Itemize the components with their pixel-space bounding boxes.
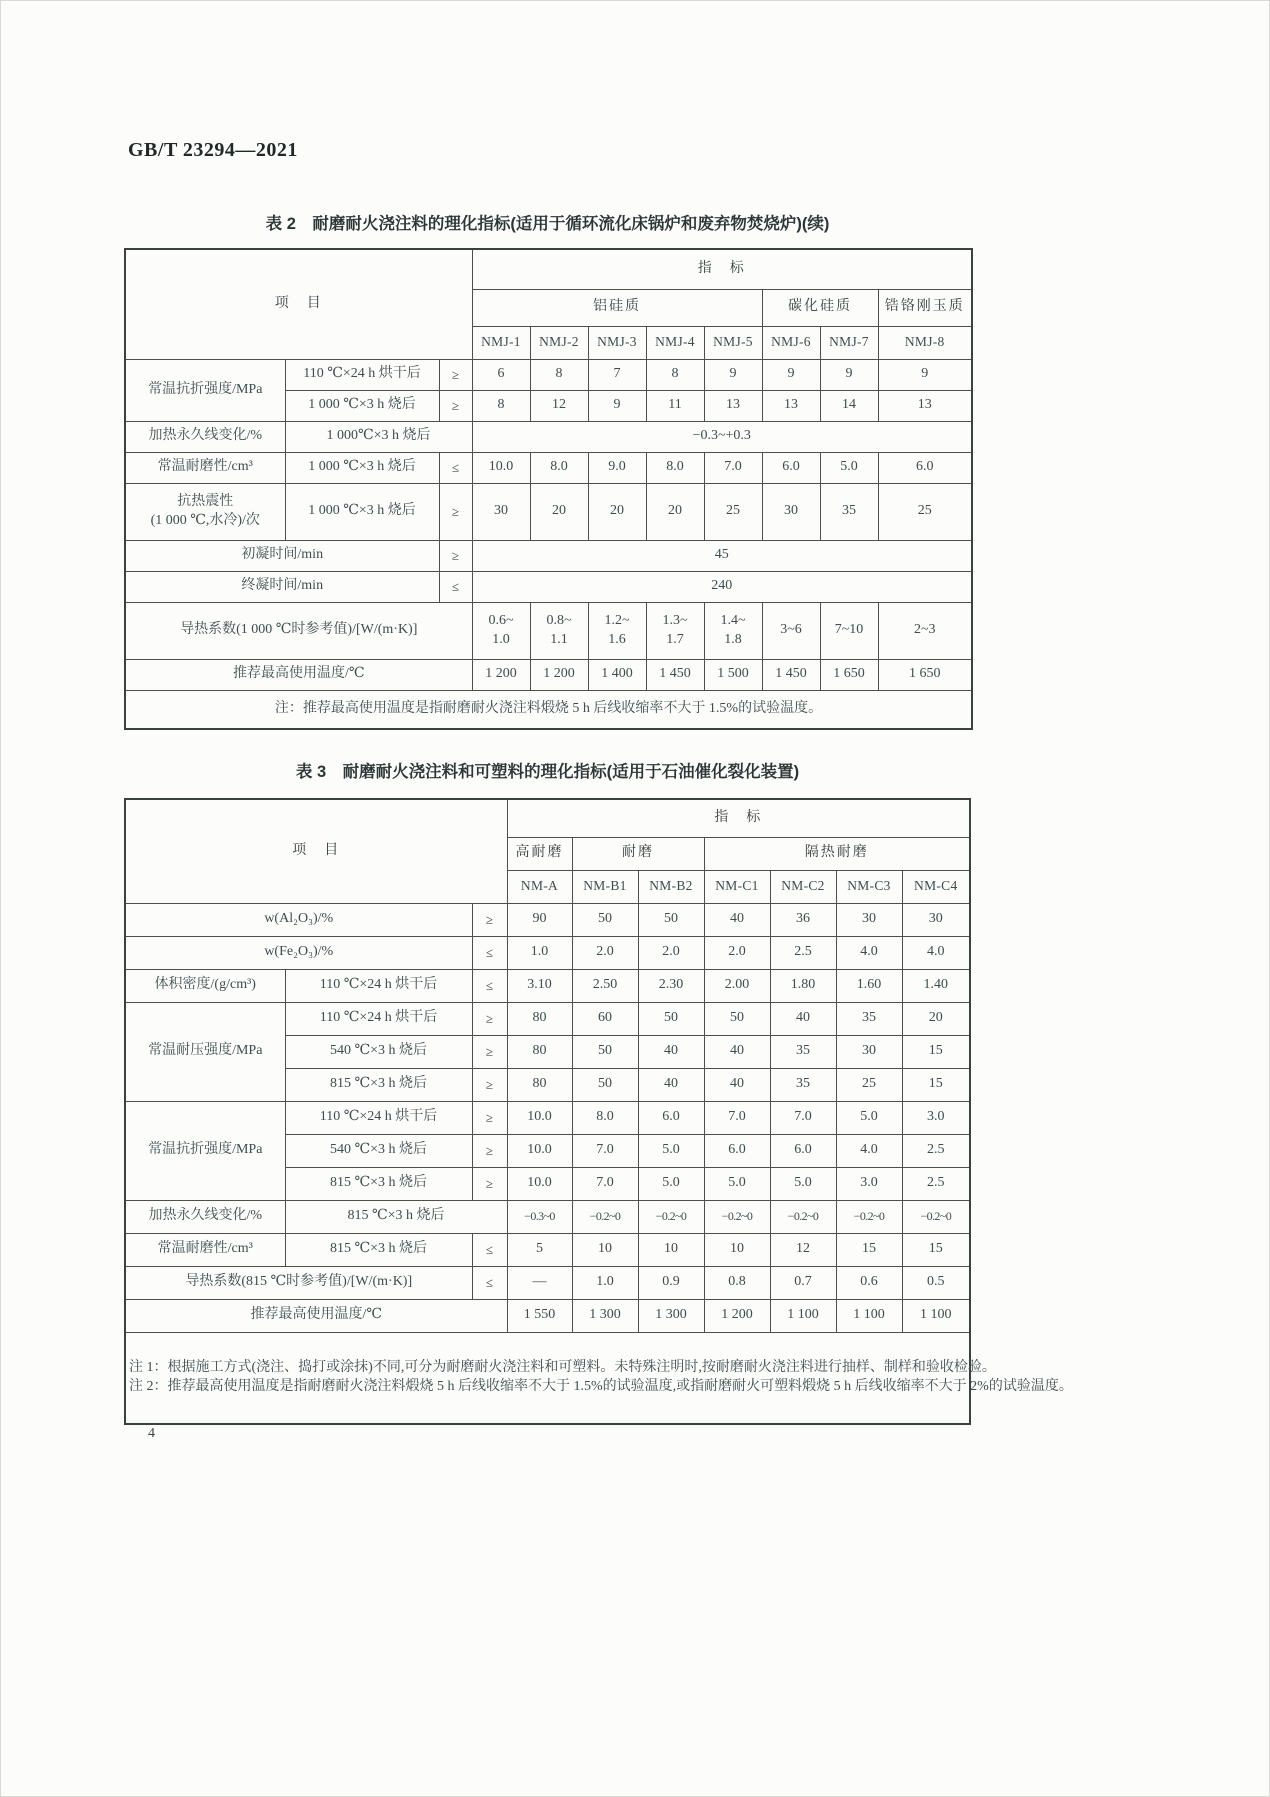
table-row	[125, 659, 972, 690]
table-cell: 6.0	[762, 452, 820, 483]
table-cell: 30	[902, 903, 970, 936]
table-row	[125, 936, 970, 969]
table-row	[125, 799, 970, 837]
row-label: 导热系数(1 000 ℃时参考值)/[W/(m·K)]	[125, 602, 472, 659]
table-cell: 1.40	[902, 969, 970, 1002]
grade-header: NM-C3	[836, 870, 902, 903]
table-cell: 6.0	[878, 452, 972, 483]
table-cell: 1 450	[646, 659, 704, 690]
table3	[124, 798, 1073, 1425]
table-cell: 1.4~ 1.8	[704, 602, 762, 659]
table-cell: −0.2~0	[836, 1200, 902, 1233]
table-cell: 10.0	[507, 1101, 572, 1134]
row-label: 抗热震性 (1 000 ℃,水冷)/次	[125, 483, 285, 540]
table-cell: 2.0	[572, 936, 638, 969]
grade-header: NMJ-4	[646, 326, 704, 359]
table-cell: 50	[572, 1068, 638, 1101]
table-cell: 9	[820, 359, 878, 390]
row-label: 体积密度/(g/cm³)	[125, 969, 285, 1002]
table-cell: 10	[704, 1233, 770, 1266]
table-cell: 1 300	[638, 1299, 704, 1332]
table-cell: 50	[638, 903, 704, 936]
table-cell: 5.0	[638, 1167, 704, 1200]
row-label: 常温抗折强度/MPa	[125, 359, 285, 421]
grade-header: NM-B2	[638, 870, 704, 903]
table-cell: 8	[530, 359, 588, 390]
table-cell: 6	[472, 359, 530, 390]
table-cell: 25	[704, 483, 762, 540]
table-cell: 40	[770, 1002, 836, 1035]
group-header-zirconia-chrome-corundum: 锆铬刚玉质	[878, 289, 972, 326]
table-row	[125, 1266, 970, 1299]
row-label: 导热系数(815 ℃时参考值)/[W/(m·K)]	[125, 1266, 472, 1299]
table-note	[125, 1332, 1073, 1424]
table-cell: 20	[530, 483, 588, 540]
table2-title: 表 2 耐磨耐火浇注料的理化指标(适用于循环流化床锅炉和废弃物焚烧炉)(续)	[265, 215, 830, 233]
table-note: 注：推荐最高使用温度是指耐磨耐火浇注料煅烧 5 h 后线收缩率不大于 1.5%的试验温度。	[125, 690, 972, 729]
table-cell: 5	[507, 1233, 572, 1266]
table-cell: 2.0	[638, 936, 704, 969]
table-row	[125, 483, 972, 540]
table-cell: 4.0	[836, 1134, 902, 1167]
grade-header: NMJ-2	[530, 326, 588, 359]
table-cell: 2~3	[878, 602, 972, 659]
table-cell: 10.0	[507, 1167, 572, 1200]
table-cell: 1 650	[878, 659, 972, 690]
table-row	[125, 690, 972, 729]
table-cell: 7.0	[704, 1101, 770, 1134]
table-cell: 9	[762, 359, 820, 390]
table-cell: 35	[836, 1002, 902, 1035]
table-cell: 40	[704, 903, 770, 936]
grade-header: NM-C2	[770, 870, 836, 903]
table-cell: 3~6	[762, 602, 820, 659]
grade-header: NM-C4	[902, 870, 970, 903]
table-cell: 40	[638, 1035, 704, 1068]
table-cell: 36	[770, 903, 836, 936]
row-label: w(Fe₂O₃)/%	[125, 936, 472, 969]
table-cell: −0.2~0	[770, 1200, 836, 1233]
grade-header: NM-C1	[704, 870, 770, 903]
condition: 815 ℃×3 h 烧后	[285, 1200, 507, 1233]
condition: 540 ℃×3 h 烧后	[285, 1035, 472, 1068]
table-cell: 3.0	[902, 1101, 970, 1134]
page-number: 4	[148, 1426, 155, 1441]
row-label: 初凝时间/min	[125, 540, 439, 571]
table-cell: 2.00	[704, 969, 770, 1002]
table-cell: −0.3~0	[507, 1200, 572, 1233]
table-cell: 15	[902, 1068, 970, 1101]
table-cell: 7	[588, 359, 646, 390]
table-cell: 1 450	[762, 659, 820, 690]
table-cell: ≥	[472, 1167, 507, 1200]
table-cell: −0.2~0	[638, 1200, 704, 1233]
table-cell: 1.60	[836, 969, 902, 1002]
group-header-insulating-wear-resistant: 隔热耐磨	[704, 837, 970, 870]
table-cell: 7~10	[820, 602, 878, 659]
table-cell: 5.0	[820, 452, 878, 483]
table-cell: 6.0	[638, 1101, 704, 1134]
table-cell: 80	[507, 1068, 572, 1101]
table-cell: 1.80	[770, 969, 836, 1002]
grade-header: NMJ-7	[820, 326, 878, 359]
table-row	[125, 571, 972, 602]
condition: 1 000 ℃×3 h 烧后	[285, 452, 439, 483]
table-cell: ≥	[472, 1002, 507, 1035]
table-cell: 20	[902, 1002, 970, 1035]
table-cell: 9	[878, 359, 972, 390]
table-cell: 7.0	[770, 1101, 836, 1134]
grade-header: NMJ-1	[472, 326, 530, 359]
table-cell: 5.0	[836, 1101, 902, 1134]
table-cell: 240	[472, 571, 972, 602]
row-label: 加热永久线变化/%	[125, 421, 285, 452]
table-cell: 50	[638, 1002, 704, 1035]
table-cell: 45	[472, 540, 972, 571]
table-cell: 2.50	[572, 969, 638, 1002]
grade-header: NMJ-3	[588, 326, 646, 359]
table-cell: 9	[704, 359, 762, 390]
table-cell: 1 650	[820, 659, 878, 690]
table-row	[125, 1101, 970, 1134]
table-cell: 2.5	[902, 1134, 970, 1167]
table-cell: ≤	[439, 452, 472, 483]
table-cell: 2.5	[770, 936, 836, 969]
row-label: 常温抗折强度/MPa	[125, 1101, 285, 1200]
group-header-wear-resistant: 耐磨	[572, 837, 704, 870]
condition: 815 ℃×3 h 烧后	[285, 1167, 472, 1200]
table3-title: 表 3 耐磨耐火浇注料和可塑料的理化指标(适用于石油催化裂化装置)	[295, 763, 800, 781]
table-cell: 15	[836, 1233, 902, 1266]
table-cell: ≥	[472, 1101, 507, 1134]
table-cell: 11	[646, 390, 704, 421]
table-cell: 2.0	[704, 936, 770, 969]
table-cell: ≤	[472, 1266, 507, 1299]
condition: 110 ℃×24 h 烘干后	[285, 1002, 472, 1035]
table-cell: 1 100	[902, 1299, 970, 1332]
column-header-index: 指 标	[507, 799, 970, 837]
table-cell: 15	[902, 1233, 970, 1266]
table-cell: 0.8~ 1.1	[530, 602, 588, 659]
table-cell: 30	[762, 483, 820, 540]
table-cell: 13	[878, 390, 972, 421]
table-cell: 50	[704, 1002, 770, 1035]
note-line: 注 2：推荐最高使用温度是指耐磨耐火浇注料煅烧 5 h 后线收缩率不大于 1.5%的试验温度,或指耐磨耐火可塑料煅烧 5 h 后线收缩率不大于 2%的试验温度。	[129, 1378, 1073, 1394]
table-cell: 5.0	[704, 1167, 770, 1200]
table-cell: ≥	[472, 1134, 507, 1167]
table-row	[125, 249, 972, 289]
table-cell: 0.6~ 1.0	[472, 602, 530, 659]
condition: 815 ℃×3 h 烧后	[285, 1068, 472, 1101]
condition: 110 ℃×24 h 烘干后	[285, 1101, 472, 1134]
table-cell: 30	[836, 903, 902, 936]
table-cell: 12	[770, 1233, 836, 1266]
table-cell: −0.2~0	[902, 1200, 970, 1233]
table-cell: 13	[704, 390, 762, 421]
table-cell: 4.0	[902, 936, 970, 969]
table-cell: 15	[902, 1035, 970, 1068]
table-cell: 35	[770, 1068, 836, 1101]
table-cell: 4.0	[836, 936, 902, 969]
table-cell: 25	[836, 1068, 902, 1101]
table-cell: 1 100	[770, 1299, 836, 1332]
table-cell: 14	[820, 390, 878, 421]
table-cell: 10.0	[472, 452, 530, 483]
row-label: 常温耐磨性/cm³	[125, 1233, 285, 1266]
table-cell: 10	[572, 1233, 638, 1266]
table-cell: —	[507, 1266, 572, 1299]
table-cell: ≥	[472, 1068, 507, 1101]
table-cell: 1 300	[572, 1299, 638, 1332]
table-cell: 0.6	[836, 1266, 902, 1299]
table-cell: 30	[472, 483, 530, 540]
table-cell: 6.0	[770, 1134, 836, 1167]
table-row	[125, 1002, 970, 1035]
row-label: 终凝时间/min	[125, 571, 439, 602]
row-label: 推荐最高使用温度/℃	[125, 659, 472, 690]
table2	[124, 248, 973, 730]
table-cell: 20	[588, 483, 646, 540]
grade-header: NMJ-8	[878, 326, 972, 359]
group-header-silicon-carbide: 碳化硅质	[762, 289, 878, 326]
doc-code: GB/T 23294—2021	[128, 139, 298, 161]
condition: 110 ℃×24 h 烘干后	[285, 359, 439, 390]
table-cell: 9.0	[588, 452, 646, 483]
table-row	[125, 903, 970, 936]
table-cell: 9	[588, 390, 646, 421]
table-cell: ≤	[472, 969, 507, 1002]
grade-header: NM-B1	[572, 870, 638, 903]
table-cell: 80	[507, 1035, 572, 1068]
row-label: 常温耐压强度/MPa	[125, 1002, 285, 1101]
table-row	[125, 1299, 970, 1332]
table-cell: 50	[572, 903, 638, 936]
table-cell: 40	[704, 1035, 770, 1068]
table-cell: 13	[762, 390, 820, 421]
table-cell: −0.2~0	[572, 1200, 638, 1233]
table-row	[125, 359, 972, 390]
group-header-high-wear-resistant: 高耐磨	[507, 837, 572, 870]
table-cell: 8	[472, 390, 530, 421]
table-cell: −0.2~0	[704, 1200, 770, 1233]
table-cell: 40	[638, 1068, 704, 1101]
table-cell: 1.0	[507, 936, 572, 969]
grade-header: NM-A	[507, 870, 572, 903]
table-cell: 60	[572, 1002, 638, 1035]
table-row	[125, 1332, 970, 1424]
table-cell: 8.0	[646, 452, 704, 483]
row-label: 推荐最高使用温度/℃	[125, 1299, 507, 1332]
table-cell: ≤	[472, 936, 507, 969]
table-cell: 8	[646, 359, 704, 390]
table-cell: 10.0	[507, 1134, 572, 1167]
table-cell: 5.0	[638, 1134, 704, 1167]
table-cell: 6.0	[704, 1134, 770, 1167]
table-cell: 0.7	[770, 1266, 836, 1299]
table-cell: 20	[646, 483, 704, 540]
table-row	[125, 1200, 970, 1233]
table-cell: 7.0	[704, 452, 762, 483]
table-cell: 1 550	[507, 1299, 572, 1332]
column-header-item: 项 目	[125, 799, 507, 903]
table-row	[125, 540, 972, 571]
table-cell: 90	[507, 903, 572, 936]
condition: 110 ℃×24 h 烘干后	[285, 969, 472, 1002]
table-cell: 5.0	[770, 1167, 836, 1200]
table-cell: 3.10	[507, 969, 572, 1002]
table-cell: 1 400	[588, 659, 646, 690]
table-cell: 1 200	[472, 659, 530, 690]
table-cell: 10	[638, 1233, 704, 1266]
table-row	[125, 1233, 970, 1266]
table-cell: 40	[704, 1068, 770, 1101]
grade-header: NMJ-5	[704, 326, 762, 359]
table-cell: 35	[820, 483, 878, 540]
table-cell: 35	[770, 1035, 836, 1068]
table-cell: 12	[530, 390, 588, 421]
table-cell: 25	[878, 483, 972, 540]
table-cell: 7.0	[572, 1167, 638, 1200]
row-label: 加热永久线变化/%	[125, 1200, 285, 1233]
table-cell: 1 200	[530, 659, 588, 690]
row-label: w(Al₂O₃)/%	[125, 903, 472, 936]
table-cell: ≤	[472, 1233, 507, 1266]
table-cell: 0.9	[638, 1266, 704, 1299]
table-cell: 0.5	[902, 1266, 970, 1299]
table-cell: ≥	[439, 483, 472, 540]
condition: 1 000 ℃×3 h 烧后	[285, 390, 439, 421]
table-cell: ≥	[439, 390, 472, 421]
table-cell: ≥	[472, 903, 507, 936]
table-row	[125, 969, 970, 1002]
table-cell: 50	[572, 1035, 638, 1068]
table-cell: 1.0	[572, 1266, 638, 1299]
column-header-index: 指 标	[472, 249, 972, 289]
table-cell: 0.8	[704, 1266, 770, 1299]
table-cell: 30	[836, 1035, 902, 1068]
table-row	[125, 452, 972, 483]
table-row	[125, 602, 972, 659]
table-cell: 1 500	[704, 659, 762, 690]
table-cell: ≥	[472, 1035, 507, 1068]
table-cell: 1.2~ 1.6	[588, 602, 646, 659]
condition: 1 000℃×3 h 烧后	[285, 421, 472, 452]
table-cell: 1 200	[704, 1299, 770, 1332]
row-label: 常温耐磨性/cm³	[125, 452, 285, 483]
note-line: 注 1：根据施工方式(浇注、捣打或涂抹)不同,可分为耐磨耐火浇注料和可塑料。未特殊注明时,按耐磨耐火浇注料进行抽样、制样和验收检验。	[129, 1359, 996, 1375]
table-cell: 80	[507, 1002, 572, 1035]
condition: 1 000 ℃×3 h 烧后	[285, 483, 439, 540]
table-cell: 2.5	[902, 1167, 970, 1200]
condition: 540 ℃×3 h 烧后	[285, 1134, 472, 1167]
table-cell: −0.3~+0.3	[472, 421, 972, 452]
table-cell: 2.30	[638, 969, 704, 1002]
table-cell: 8.0	[530, 452, 588, 483]
column-header-item: 项 目	[125, 249, 472, 359]
table-cell: ≥	[439, 540, 472, 571]
group-header-aluminosilicate: 铝硅质	[472, 289, 762, 326]
table-cell: 8.0	[572, 1101, 638, 1134]
grade-header: NMJ-6	[762, 326, 820, 359]
table-cell: ≥	[439, 359, 472, 390]
table-cell: ≤	[439, 571, 472, 602]
table-cell: 1 100	[836, 1299, 902, 1332]
table-cell: 1.3~ 1.7	[646, 602, 704, 659]
table-row	[125, 421, 972, 452]
condition: 815 ℃×3 h 烧后	[285, 1233, 472, 1266]
table-cell: 7.0	[572, 1134, 638, 1167]
table-cell: 3.0	[836, 1167, 902, 1200]
